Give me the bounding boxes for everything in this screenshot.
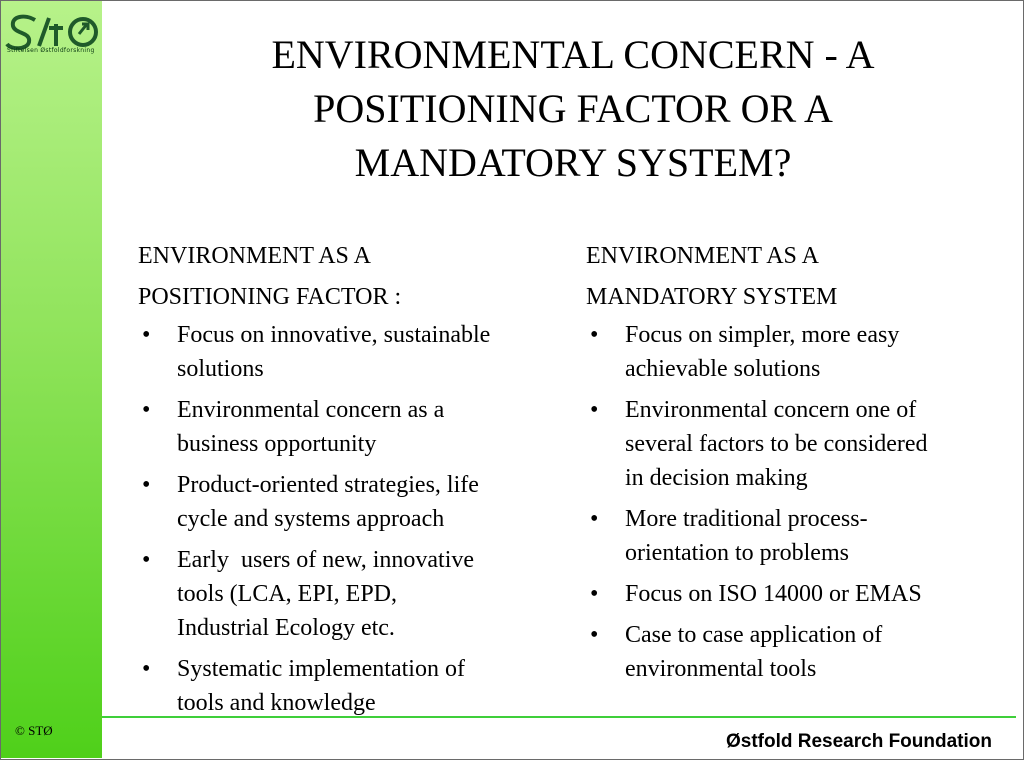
list-item: • Product-oriented strategies, life cycle and systems approach: [138, 468, 558, 536]
bullet-list: [586, 318, 996, 686]
bullet-icon: •: [142, 472, 151, 498]
column-heading: ENVIRONMENT AS A POSITIONING FACTOR :: [138, 243, 402, 310]
footer-organization: Østfold Research Foundation: [725, 731, 992, 752]
list-item: • Systematic implementation of tools and knowledge: [138, 652, 558, 720]
positioning-factor-column: [138, 236, 558, 727]
list-item: • Case to case application of environmental tools: [586, 618, 996, 686]
bullet-icon: •: [590, 322, 599, 348]
bullet-icon: •: [590, 506, 599, 532]
sidebar: [1, 1, 102, 758]
bullet-icon: •: [590, 397, 599, 423]
mandatory-system-column: [586, 236, 996, 693]
list-item: • Environmental concern one of several factors to be considered in decision making: [586, 393, 996, 495]
copyright: © STØ: [15, 723, 53, 738]
column-heading: ENVIRONMENT AS A MANDATORY SYSTEM: [586, 243, 838, 310]
list-item: • Focus on ISO 14000 or EMAS: [586, 577, 996, 611]
bullet-icon: •: [142, 547, 151, 573]
title-line: ENVIRONMENTAL CONCERN - A: [271, 32, 875, 77]
logo-caption: Stiftelsen Østfoldforskning: [7, 47, 95, 54]
bullet-icon: •: [142, 322, 151, 348]
slide-title: [150, 28, 996, 190]
list-item: • Focus on simpler, more easy achievable solutions: [586, 318, 996, 386]
bullet-icon: •: [142, 397, 151, 423]
list-item: • Focus on innovative, sustainable solutions: [138, 318, 558, 386]
footer-divider: [102, 716, 1016, 718]
bullet-icon: •: [590, 581, 599, 607]
list-item: • More traditional process- orientation to problems: [586, 502, 996, 570]
title-line: POSITIONING FACTOR OR A: [313, 86, 833, 131]
bullet-icon: •: [142, 656, 151, 682]
list-item: • Early users of new, innovative tools (LCA, EPI, EPD, Industrial Ecology etc.: [138, 543, 558, 645]
title-line: MANDATORY SYSTEM?: [354, 140, 792, 185]
bullet-list: [138, 318, 558, 720]
list-item: • Environmental concern as a business opportunity: [138, 393, 558, 461]
bullet-icon: •: [590, 622, 599, 648]
